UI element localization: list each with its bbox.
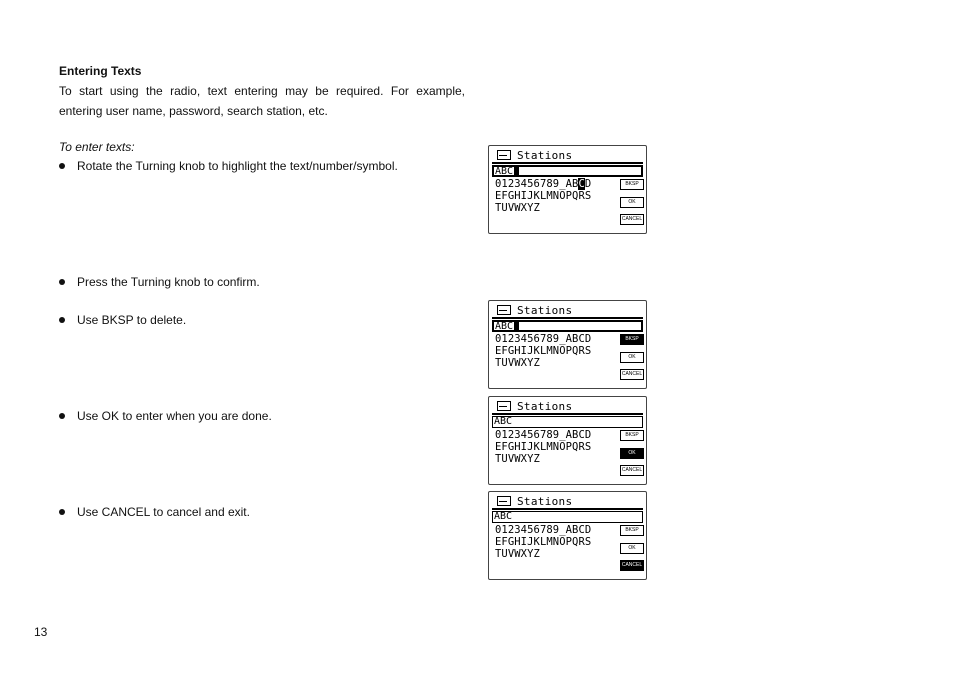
section-heading: Entering Texts xyxy=(59,64,142,78)
lcd-divider xyxy=(492,508,643,510)
cursor-icon xyxy=(514,322,519,331)
lcd-divider xyxy=(492,413,643,415)
lcd-title: Stations xyxy=(497,148,572,162)
ok-button[interactable]: OK xyxy=(620,448,644,459)
intro-paragraph: To start using the radio, text entering may be required. For example, entering user name, password, search station, etc. xyxy=(59,84,465,118)
bullet-item: Use BKSP to delete. xyxy=(59,313,186,327)
bksp-button[interactable]: BKSP xyxy=(620,430,644,441)
lcd-divider xyxy=(492,317,643,319)
lcd-screen-cancel xyxy=(488,491,647,580)
cancel-button[interactable]: CANCEL xyxy=(620,560,644,571)
bullet-dot-icon xyxy=(59,509,65,515)
lcd-title: Stations xyxy=(497,399,572,413)
subheading: To enter texts: xyxy=(59,140,135,154)
bullet-item: Use CANCEL to cancel and exit. xyxy=(59,505,250,519)
bksp-button[interactable]: BKSP xyxy=(620,334,644,345)
ok-button[interactable]: OK xyxy=(620,352,644,363)
folder-icon xyxy=(497,496,511,506)
cancel-button[interactable]: CANCEL xyxy=(620,214,644,225)
lcd-screen-ok xyxy=(488,396,647,485)
lcd-character-grid[interactable]: 0123456789_ABCD EFGHIJKLMNOPQRS TUVWXYZ xyxy=(495,178,592,214)
selected-character[interactable]: C xyxy=(578,178,585,190)
lcd-divider xyxy=(492,162,643,164)
lcd-title: Stations xyxy=(497,494,572,508)
cancel-button[interactable]: CANCEL xyxy=(620,465,644,476)
bullet-item: Use OK to enter when you are done. xyxy=(59,409,272,423)
lcd-text-field[interactable]: ABC xyxy=(492,511,643,523)
cursor-icon xyxy=(514,167,519,176)
bullet-dot-icon xyxy=(59,413,65,419)
page-number: 13 xyxy=(34,625,48,639)
bksp-button[interactable]: BKSP xyxy=(620,525,644,536)
folder-icon xyxy=(497,401,511,411)
bullet-item: Rotate the Turning knob to highlight the text/number/symbol. xyxy=(59,159,398,173)
folder-icon xyxy=(497,150,511,160)
lcd-text-field[interactable]: ABC xyxy=(492,165,643,177)
lcd-title: Stations xyxy=(497,303,572,317)
bullet-dot-icon xyxy=(59,317,65,323)
lcd-character-grid[interactable]: 0123456789_ABCD EFGHIJKLMNOPQRS TUVWXYZ xyxy=(495,524,592,560)
bullet-dot-icon xyxy=(59,279,65,285)
ok-button[interactable]: OK xyxy=(620,543,644,554)
lcd-character-grid[interactable]: 0123456789_ABCD EFGHIJKLMNOPQRS TUVWXYZ xyxy=(495,333,592,369)
bksp-button[interactable]: BKSP xyxy=(620,179,644,190)
lcd-text-field[interactable]: ABC xyxy=(492,416,643,428)
folder-icon xyxy=(497,305,511,315)
cancel-button[interactable]: CANCEL xyxy=(620,369,644,380)
bullet-dot-icon xyxy=(59,163,65,169)
lcd-character-grid[interactable]: 0123456789_ABCD EFGHIJKLMNOPQRS TUVWXYZ xyxy=(495,429,592,465)
lcd-text-field[interactable]: ABC xyxy=(492,320,643,332)
lcd-screen-bksp xyxy=(488,300,647,389)
lcd-screen-highlight xyxy=(488,145,647,234)
ok-button[interactable]: OK xyxy=(620,197,644,208)
bullet-item: Press the Turning knob to confirm. xyxy=(59,275,260,289)
